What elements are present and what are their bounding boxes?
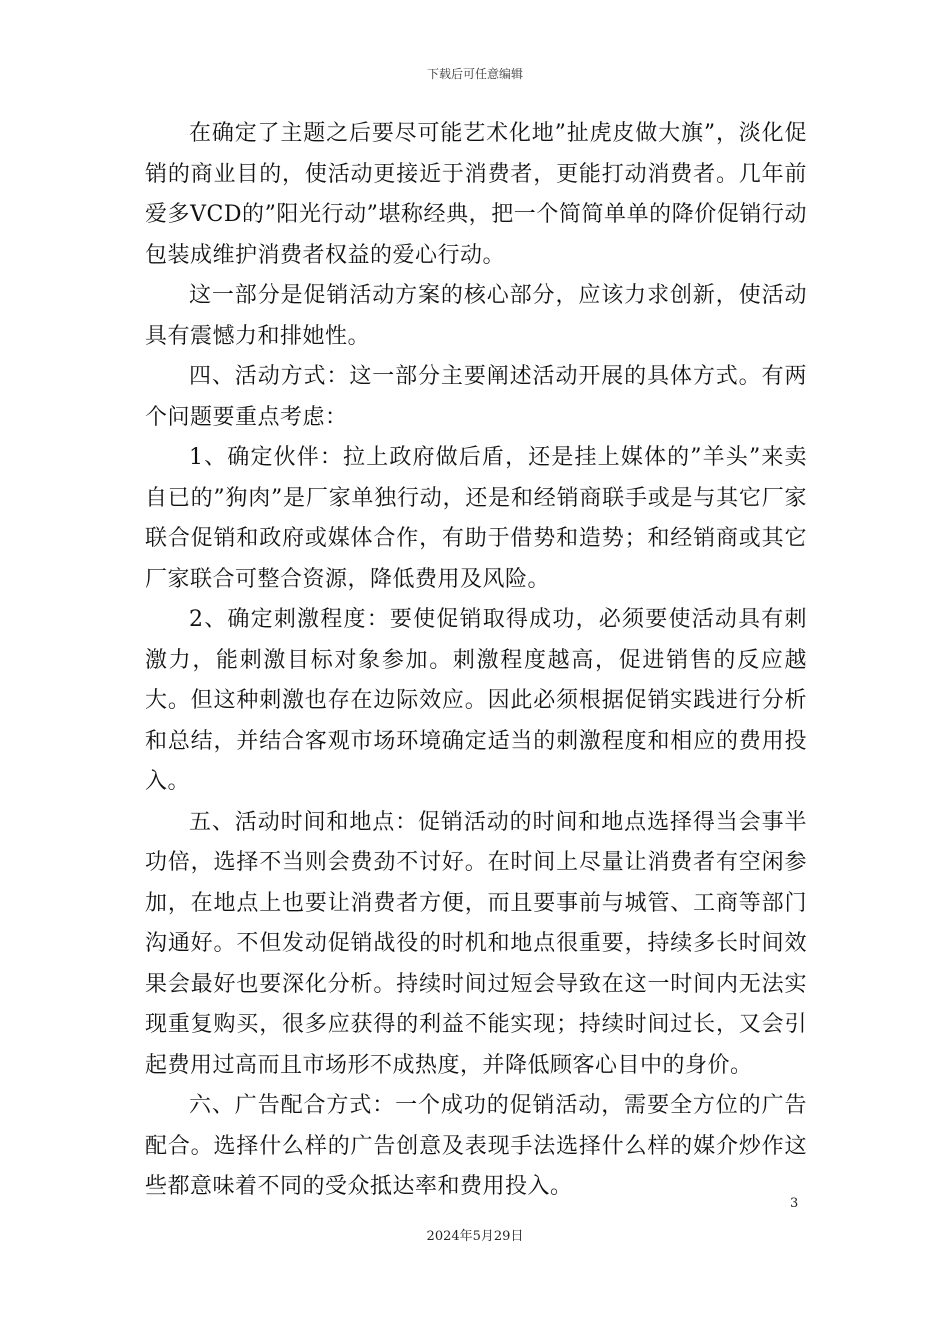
paragraph-stimulus-level: 2、确定刺激程度：要使促销取得成功，必须要使活动具有刺激力，能刺激目标对象参加。刺激程度越高，促进销售的反应越大。但这种刺激也存在边际效应。因此必须根据促销实践进行分析和总结，并结合客观市场环境确定适当的刺激程度和相应的费用投入。 <box>145 607 807 794</box>
page-number: 3 <box>790 1196 799 1211</box>
paragraph-section-5-time-place: 五、活动时间和地点：促销活动的时间和地点选择得当会事半功倍，选择不当则会费劲不讨好。在时间上尽量让消费者有空闲参加，在地点上也要让消费者方便，而且要事前与城管、工商等部门沟通好。不但发动促销战役的时机和地点很重要，持续多长时间效果会最好也要深化分析。持续时间过短会导致在这一时间内无法实现重复购买，很多应获得的利益不能实现；持续时间过长，又会引起费用过高而且市场形不成热度，并降低顾客心目中的身价。 <box>145 809 807 1078</box>
page-header: 下载后可任意编辑 <box>426 67 523 81</box>
paragraph-section-4-activity-method: 四、活动方式：这一部分主要阐述活动开展的具体方式。有两个问题要重点考虑： <box>145 364 807 430</box>
paragraph-section-6-advertising: 六、广告配合方式：一个成功的促销活动，需要全方位的广告配合。选择什么样的广告创意及表现手法选择什么样的媒介炒作这些都意味着不同的受众抵达率和费用投入。 <box>145 1093 807 1199</box>
paragraph-theme-art: 在确定了主题之后要尽可能艺术化地”扯虎皮做大旗”，淡化促销的商业目的，使活动更接近于消费者，更能打动消费者。几年前爱多VCD的”阳光行动”堪称经典，把一个简简单单的降价促销行动包装成维护消费者权益的爱心行动。 <box>145 121 807 268</box>
paragraph-partner: 1、确定伙伴：拉上政府做后盾，还是挂上媒体的”羊头”来卖自已的”狗肉”是厂家单独行动，还是和经销商联手或是与其它厂家联合促销和政府或媒体合作，有助于借势和造势；和经销商或其它厂家联合可整合资源，降低费用及风险。 <box>145 445 807 592</box>
paragraph-core-part: 这一部分是促销活动方案的核心部分，应该力求创新，使活动具有震憾力和排她性。 <box>145 283 807 349</box>
document-body <box>145 114 807 1208</box>
footer-date: 2024年5月29日 <box>426 1229 524 1244</box>
